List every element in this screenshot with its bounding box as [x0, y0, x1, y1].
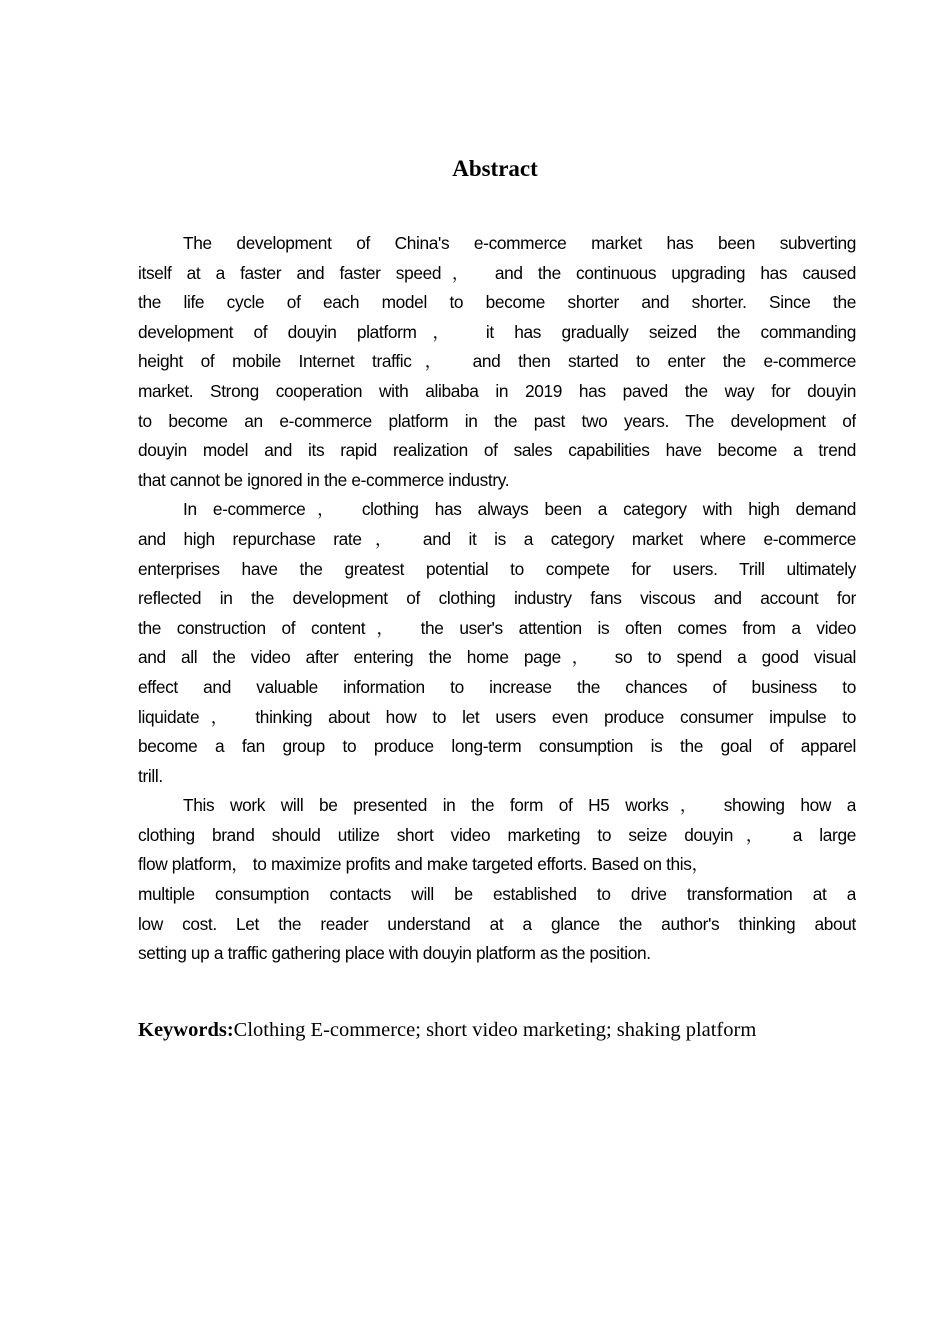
paragraph-line: trill.	[138, 765, 163, 786]
paragraph-line: and all the video after entering the home page， so to spend a good visual	[138, 647, 856, 668]
paragraph-line: development of douyin platform， it has gradually seized the commanding	[138, 321, 856, 342]
paragraph-line: market. Strong cooperation with alibaba in 2019 has paved the way for douyin	[138, 380, 856, 401]
keywords-label: Keywords:	[138, 1019, 234, 1041]
paragraph-line: This work will be presented in the form of H5 works， showing how a	[183, 795, 856, 816]
paragraph-line: clothing brand should utilize short video marketing to seize douyin， a large	[138, 824, 856, 845]
paragraph-line: setting up a traffic gathering place with douyin platform as the position.	[138, 943, 651, 964]
paragraph-1	[138, 229, 856, 495]
keywords	[138, 1016, 756, 1044]
paragraph-line: to become an e-commerce platform in the past two years. The development of	[138, 410, 856, 431]
keywords-value: Clothing E-commerce; short video marketing; shaking platform	[233, 1019, 757, 1041]
paragraph-line: become a fan group to produce long-term consumption is the goal of apparel	[138, 736, 856, 757]
paragraph-line: The development of China's e-commerce market has been subverting	[183, 233, 856, 253]
paragraph-line: enterprises have the greatest potential to compete for users. Trill ultimately	[138, 558, 856, 579]
paragraph-line: In e-commerce， clothing has always been a category with high demand	[183, 499, 856, 520]
paragraph-line: reflected in the development of clothing industry fans viscous and account for	[138, 588, 856, 609]
abstract-body	[138, 229, 856, 969]
paragraph-line: height of mobile Internet traffic， and then started to enter the e-commerce	[138, 351, 856, 372]
paragraph-line: and high repurchase rate， and it is a category market where e-commerce	[138, 528, 856, 549]
paragraph-2	[138, 495, 856, 791]
paragraph-line: the construction of content， the user's attention is often comes from a video	[138, 617, 856, 638]
paragraph-line: flow platform， to maximize profits and make targeted efforts. Based on this，	[138, 854, 709, 875]
abstract-title: Abstract	[452, 156, 538, 181]
paragraph-3	[138, 791, 856, 969]
paragraph-line: liquidate， thinking about how to let users even produce consumer impulse to	[138, 706, 856, 727]
paragraph-line: effect and valuable information to increase the chances of business to	[138, 676, 856, 697]
paragraph-line: that cannot be ignored in the e-commerce industry.	[138, 469, 510, 490]
paragraph-line: low cost. Let the reader understand at a glance the author's thinking about	[138, 913, 856, 934]
paragraph-line: the life cycle of each model to become shorter and shorter. Since the	[138, 292, 856, 313]
paragraph-line: itself at a faster and faster speed， and the continuous upgrading has caused	[138, 262, 856, 283]
paragraph-line: multiple consumption contacts will be established to drive transformation at a	[138, 884, 856, 905]
paragraph-line: douyin model and its rapid realization of sales capabilities have become a trend	[138, 440, 856, 461]
